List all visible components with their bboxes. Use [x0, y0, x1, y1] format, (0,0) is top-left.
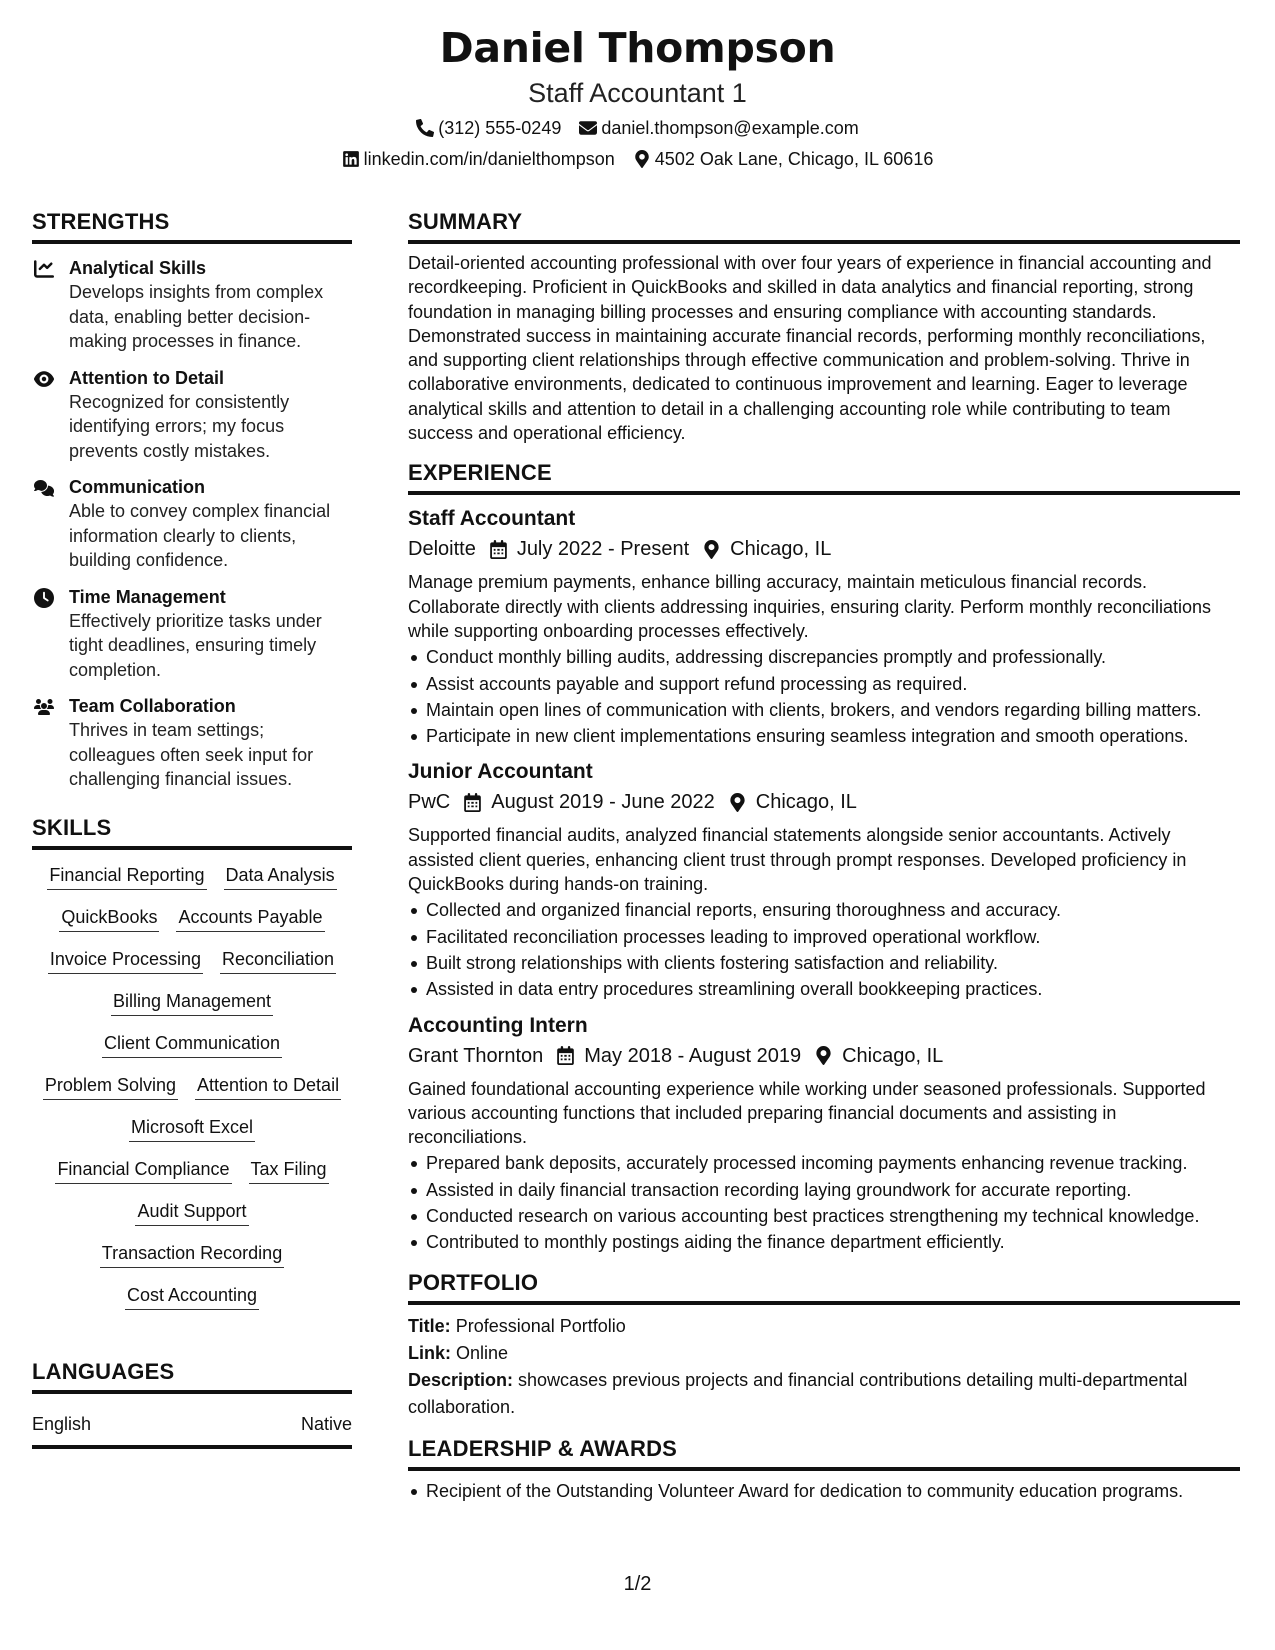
language-name: English [32, 1413, 92, 1434]
left-column [32, 208, 352, 1449]
contact-row-1 [0, 116, 1275, 140]
skills-heading: SKILLS [32, 814, 352, 850]
job-location: Chicago, IL [755, 791, 857, 814]
linkedin-icon [342, 150, 360, 168]
strength-desc: Effectively prioritize tasks under tight deadlines, ensuring timely completion. [69, 610, 322, 680]
job-meta [408, 788, 1240, 816]
job-entry [408, 1012, 1240, 1255]
portfolio-heading: PORTFOLIO [408, 1269, 1240, 1305]
email-text: daniel.thompson@example.com [601, 118, 859, 138]
envelope-icon [579, 119, 597, 137]
skill-tag: Transaction Recording [100, 1242, 284, 1268]
job-title: Accounting Intern [408, 1013, 588, 1037]
strength-desc: Able to convey complex financial information clearly to clients, building confidence. [69, 501, 331, 570]
strength-title: Communication [69, 477, 206, 497]
contact-email[interactable] [579, 116, 858, 140]
bullet-item: Conducted research on various accounting best practices strengthening my technical knowledge. [408, 1204, 1240, 1228]
portfolio-desc-row [408, 1367, 1240, 1421]
strength-item [32, 475, 352, 573]
job-bullets [408, 1151, 1240, 1254]
clock-icon [34, 588, 54, 608]
users-icon [34, 697, 54, 717]
candidate-title: Staff Accountant 1 [528, 78, 747, 108]
bullet-item: Assisted in data entry procedures streamlining overall bookkeeping practices. [408, 977, 1240, 1001]
language-row [32, 1412, 352, 1449]
job-company: Grant Thornton [408, 1044, 544, 1067]
strength-title: Time Management [69, 586, 226, 607]
skill-tag: Accounts Payable [176, 906, 324, 932]
skill-tag: Billing Management [111, 990, 273, 1016]
chart-line-icon [34, 259, 54, 279]
summary-heading: SUMMARY [408, 208, 1240, 244]
phone-text: (312) 555-0249 [438, 118, 562, 138]
strength-desc: Recognized for consistently identifying errors; my focus prevents costly mistakes. [69, 391, 290, 461]
languages-heading: LANGUAGES [32, 1358, 352, 1394]
experience-heading: EXPERIENCE [408, 459, 1240, 495]
job-dates: July 2022 - Present [516, 538, 690, 561]
contact-row-2 [0, 147, 1275, 171]
contact-linkedin[interactable] [342, 147, 615, 171]
skill-tag: Problem Solving [43, 1074, 178, 1100]
bullet-item: Contributed to monthly postings aiding the finance department efficiently. [408, 1230, 1240, 1254]
skill-tag: Invoice Processing [48, 948, 203, 974]
job-location: Chicago, IL [730, 538, 832, 561]
skill-tag: Financial Reporting [47, 864, 206, 890]
summary-text: Detail-oriented accounting professional with over four years of experience in financial accounting and recordkeeping. Proficient in QuickBooks and skilled in data analytics and financial reporting, strong foundation in managing billing processes and ensuring compliance with accounting standards. Demonstrated success in maintaining accurate financial records, performing monthly reconciliations, and supporting client relationships through effective communication and problem-solving. Thrive in collaborative environments, dedicated to continuous improvement and learning. Eager to leverage analytical skills and attention to detail in a challenging accounting role while contributing to team success and operational efficiency. [408, 253, 1212, 444]
skill-tag: Cost Accounting [125, 1284, 259, 1310]
bullet-item: Prepared bank deposits, accurately processed incoming payments enhancing revenue tracking. [408, 1151, 1240, 1175]
resume-header [0, 22, 1275, 171]
bullet-item: Built strong relationships with clients fostering satisfaction and reliability. [408, 951, 1240, 975]
page-number: 1/2 [623, 1573, 652, 1595]
job-company: Deloitte [408, 538, 476, 561]
portfolio-desc: showcases previous projects and financial contributions detailing multi-departmental collaboration. [408, 1369, 1188, 1417]
map-pin-icon [728, 793, 747, 812]
calendar-icon [489, 540, 508, 559]
job-bullets [408, 898, 1240, 1001]
calendar-icon [463, 793, 482, 812]
strength-item [32, 256, 352, 354]
bullet-item: Conduct monthly billing audits, addressing discrepancies promptly and professionally. [408, 645, 1240, 669]
job-location: Chicago, IL [842, 1044, 944, 1067]
contact-address [633, 147, 934, 171]
leadership-list [408, 1479, 1240, 1503]
skills-list [32, 864, 352, 1310]
job-meta [408, 1042, 1240, 1070]
job-entry [408, 758, 1240, 1001]
bullet-item: Facilitated reconciliation processes leading to improved operational workflow. [408, 925, 1240, 949]
strength-title: Team Collaboration [69, 696, 236, 716]
strength-item [32, 585, 352, 683]
job-description: Gained foundational accounting experience while working under seasoned professionals. Supported various accounting functions that included preparing financial documents and assisting in reconciliations. [408, 1078, 1206, 1148]
address-text: 4502 Oak Lane, Chicago, IL 60616 [654, 149, 934, 169]
portfolio-link-label: Link: [408, 1342, 451, 1363]
skill-tag: Microsoft Excel [129, 1116, 255, 1142]
map-pin-icon [633, 150, 651, 168]
strength-desc: Thrives in team settings; colleagues often seek input for challenging financial issues. [69, 720, 314, 789]
comments-icon [34, 478, 54, 498]
strengths-heading: STRENGTHS [32, 208, 352, 244]
portfolio-block [408, 1313, 1240, 1421]
map-pin-icon [702, 540, 721, 559]
bullet-item: Assisted in daily financial transaction recording laying groundwork for accurate reporting. [408, 1178, 1240, 1202]
strength-title: Attention to Detail [69, 367, 224, 388]
portfolio-link[interactable]: Online [456, 1342, 509, 1363]
bullet-item: Collected and organized financial reports, ensuring thoroughness and accuracy. [408, 898, 1240, 922]
skill-tag: Financial Compliance [55, 1158, 231, 1184]
job-dates: May 2018 - August 2019 [584, 1044, 802, 1067]
candidate-name: Daniel Thompson [439, 24, 836, 72]
contact-phone[interactable] [416, 116, 561, 140]
job-meta [408, 535, 1240, 563]
portfolio-title-row [408, 1313, 1240, 1340]
language-level: Native [300, 1413, 352, 1434]
skill-tag: Tax Filing [249, 1158, 329, 1184]
portfolio-title: Professional Portfolio [455, 1315, 626, 1336]
job-dates: August 2019 - June 2022 [491, 791, 715, 814]
skill-tag: Audit Support [135, 1200, 248, 1226]
job-title: Junior Accountant [408, 760, 593, 784]
strength-item [32, 694, 352, 792]
bullet-item: Maintain open lines of communication with clients, brokers, and vendors regarding billing matters. [408, 698, 1240, 722]
skill-tag: Reconciliation [220, 948, 336, 974]
job-company: PwC [408, 791, 451, 814]
bullet-item: Participate in new client implementations ensuring seamless integration and smooth operations. [408, 724, 1240, 748]
bullet-item: Assist accounts payable and support refund processing as required. [408, 672, 1240, 696]
map-pin-icon [814, 1046, 833, 1065]
phone-icon [416, 119, 434, 137]
portfolio-title-label: Title: [408, 1315, 451, 1336]
leadership-heading: LEADERSHIP & AWARDS [408, 1435, 1240, 1471]
portfolio-desc-label: Description: [408, 1369, 514, 1390]
calendar-icon [556, 1046, 575, 1065]
job-description: Manage premium payments, enhance billing accuracy, maintain meticulous financial records. Collaborate directly with clients addressing inquiries, ensuring clarity. Perform monthly reconciliations while supporting onboarding processes effectively. [408, 572, 1212, 641]
job-title: Staff Accountant [408, 507, 576, 531]
strength-item [32, 366, 352, 464]
skill-tag: Data Analysis [224, 864, 337, 890]
skill-tag: Attention to Detail [195, 1074, 341, 1100]
linkedin-text: linkedin.com/in/danielthompson [363, 149, 615, 169]
eye-icon [34, 369, 54, 389]
strength-desc: Develops insights from complex data, enabling better decision-making processes in finance. [69, 282, 324, 351]
job-entry [408, 505, 1240, 748]
bullet-item: Recipient of the Outstanding Volunteer Award for dedication to community education programs. [408, 1479, 1240, 1503]
right-column [408, 208, 1240, 1503]
portfolio-link-row [408, 1340, 1240, 1367]
job-description: Supported financial audits, analyzed financial statements alongside senior accountants. Actively assisted client queries, enhancing client trust through prompt responses. Developed proficiency in QuickBooks during hands-on training. [408, 825, 1187, 895]
skill-tag: QuickBooks [59, 906, 159, 932]
skill-tag: Client Communication [102, 1032, 282, 1058]
job-bullets [408, 645, 1240, 748]
strength-title: Analytical Skills [69, 258, 207, 278]
